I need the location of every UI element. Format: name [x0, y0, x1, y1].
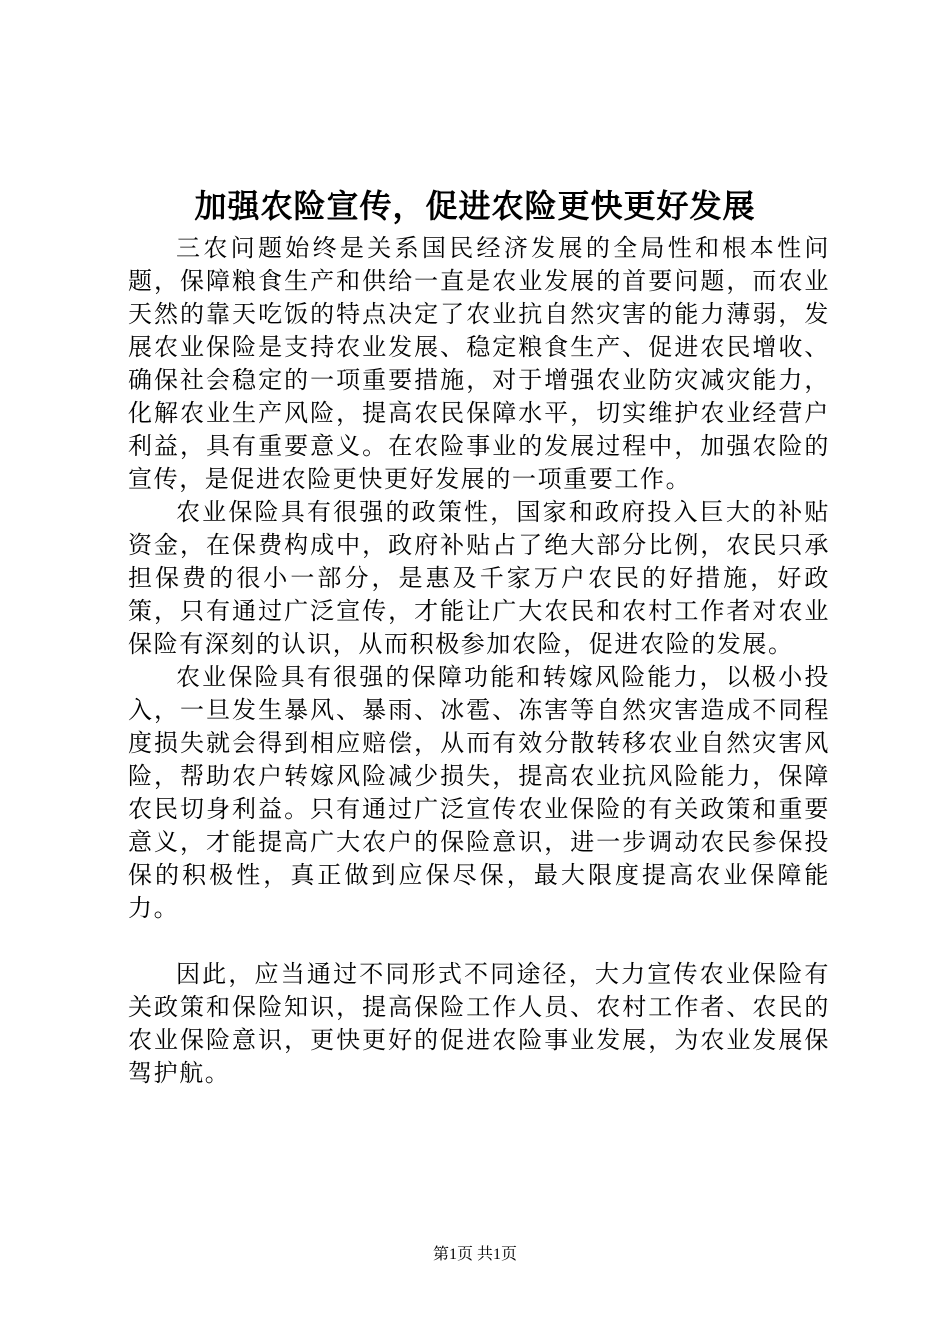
paragraph-4: 因此，应当通过不同形式不同途径，大力宣传农业保险有关政策和保险知识，提高保险工作人员、农村工作者、农民的农业保险意识，更快更好的促进农险事业发展，为农业发展保驾护航。 — [128, 960, 830, 1087]
page-number-footer: 第1页 共1页 — [432, 1246, 517, 1263]
document-body — [128, 232, 830, 1090]
paragraph-1: 三农问题始终是关系国民经济发展的全局性和根本性问题，保障粮食生产和供给一直是农业发展的首要问题，而农业天然的靠天吃饭的特点决定了农业抗自然灾害的能力薄弱，发展农业保险是支持农业发展、稳定粮食生产、促进农民增收、确保社会稳定的一项重要措施，对于增强农业防灾减灾能力，化解农业生产风险，提高农民保障水平，切实维护农业经营户利益，具有重要意义。在农险事业的发展过程中，加强农险的宣传，是促进农险更快更好发展的一项重要工作。 — [128, 234, 830, 493]
paragraph-2: 农业保险具有很强的政策性，国家和政府投入巨大的补贴资金，在保费构成中，政府补贴占了绝大部分比例，农民只承担保费的很小一部分，是惠及千家万户农民的好措施，好政策，只有通过广泛宣传，才能让广大农民和农村工作者对农业保险有深刻的认识，从而积极参加农险，促进农险的发展。 — [128, 498, 830, 658]
document-title: 加强农险宣传，促进农险更快更好发展 — [194, 187, 756, 225]
paragraph-3: 农业保险具有很强的保障功能和转嫁风险能力，以极小投入，一旦发生暴风、暴雨、冰雹、冻害等自然灾害造成不同程度损失就会得到相应赔偿，从而有效分散转移农业自然灾害风险，帮助农户转嫁风险减少损失，提高农业抗风险能力，保障农民切身利益。只有通过广泛宣传农业保险的有关政策和重要意义，才能提高广大农户的保险意识，进一步调动农民参保投保的积极性，真正做到应保尽保，最大限度提高农业保障能力。 — [128, 663, 830, 922]
